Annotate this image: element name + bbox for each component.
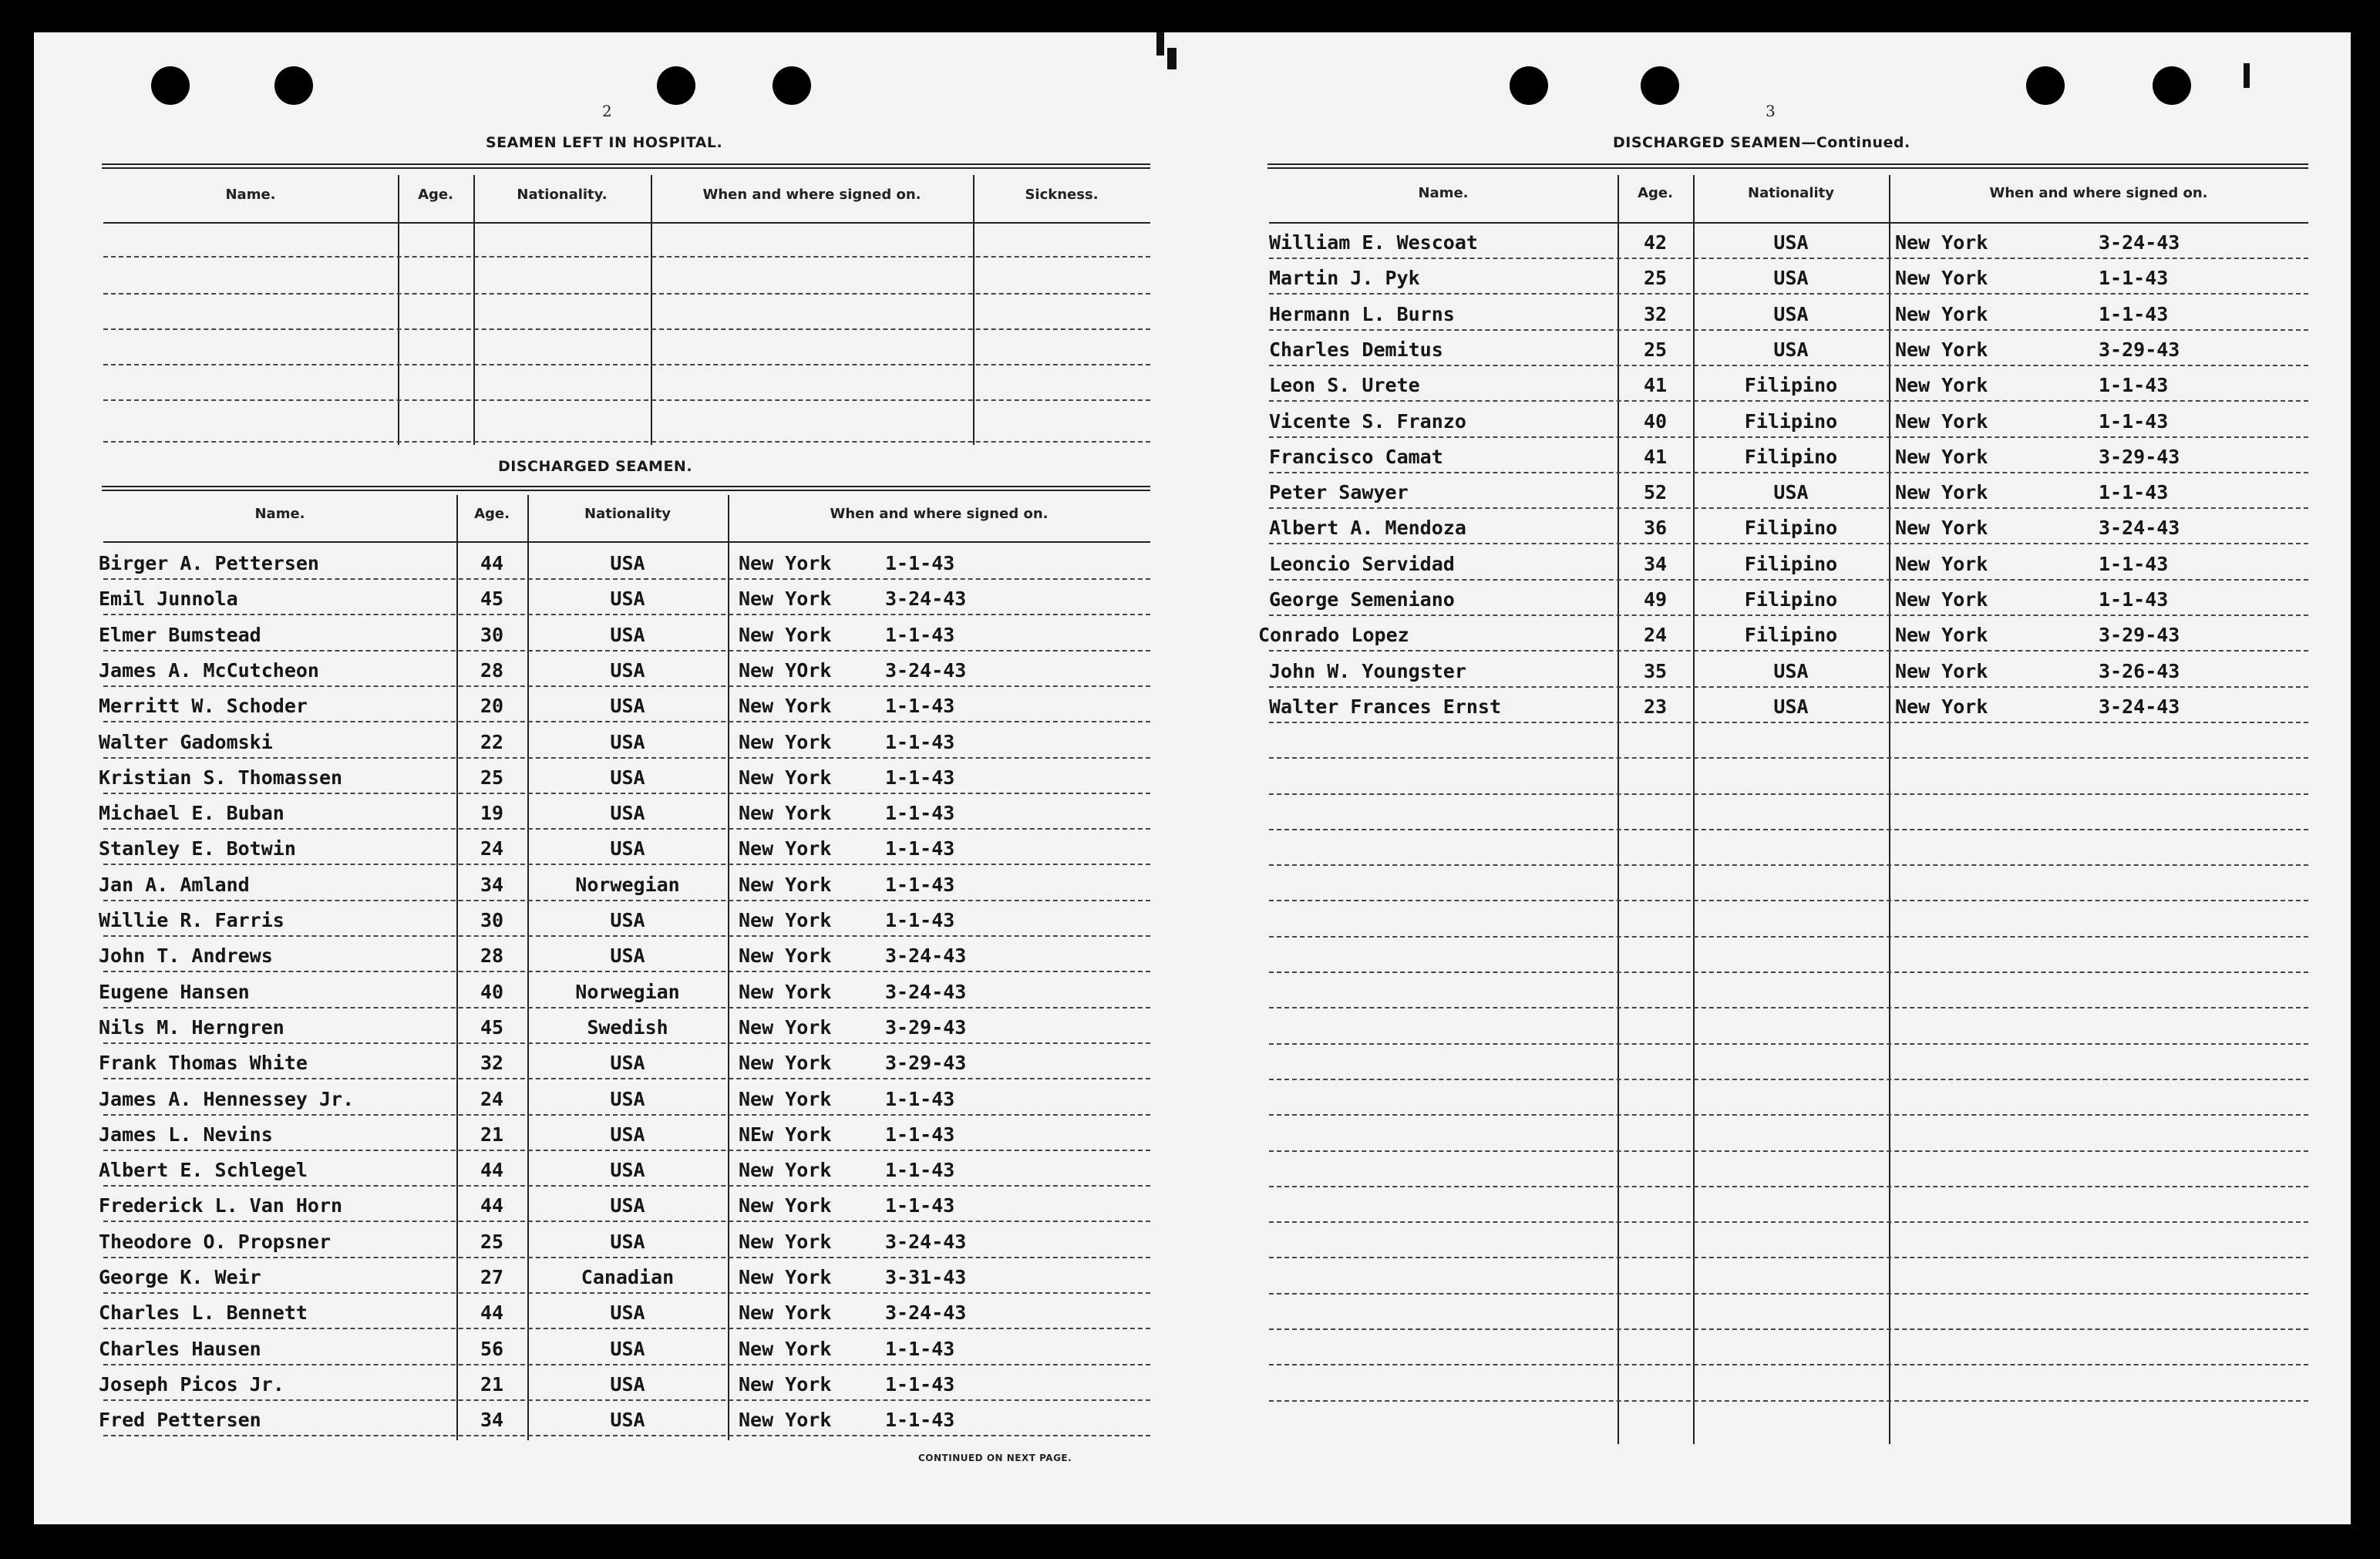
signed-on-place: New York xyxy=(739,1266,832,1288)
empty-row-line xyxy=(1269,1043,2308,1045)
signed-on-place: New York xyxy=(739,695,832,718)
signed-on-place: New York xyxy=(739,730,832,753)
hospital-rule xyxy=(102,163,1150,169)
seaman-name: Leoncio Servidad xyxy=(1269,552,1455,575)
seaman-nationality: USA xyxy=(1773,695,1809,718)
seaman-name: Birger A. Pettersen xyxy=(99,552,319,574)
scan-speck xyxy=(2244,63,2250,88)
document-sheet xyxy=(34,32,2351,1524)
row-line xyxy=(103,900,1150,901)
hospital-header-age: Age. xyxy=(418,187,453,203)
signed-on-date: 1-1-43 xyxy=(885,730,955,753)
seaman-name: Jan A. Amland xyxy=(99,873,250,896)
seaman-age: 21 xyxy=(480,1372,504,1396)
seaman-nationality: Filipino xyxy=(1744,374,1838,397)
row-line xyxy=(103,1150,1150,1151)
signed-on-date: 1-1-43 xyxy=(885,909,955,931)
signed-on-place: New York xyxy=(739,1052,832,1075)
row-line xyxy=(1269,400,2308,402)
seaman-age: 24 xyxy=(1643,624,1668,647)
empty-row-line xyxy=(1269,829,2308,830)
signed-on-date: 1-1-43 xyxy=(885,1123,955,1146)
seaman-age: 24 xyxy=(480,837,504,860)
signed-on-date: 1-1-43 xyxy=(885,1372,955,1396)
seaman-name: George Semeniano xyxy=(1269,588,1455,611)
seaman-age: 27 xyxy=(480,1266,504,1288)
seaman-name: Francisco Camat xyxy=(1269,445,1443,468)
signed-on-date: 1-1-43 xyxy=(885,802,955,825)
row-line xyxy=(103,757,1150,759)
hospital-header-signed-on: When and where signed on. xyxy=(702,187,921,203)
seaman-nationality: USA xyxy=(610,623,645,646)
signed-on-place: New YOrk xyxy=(739,658,832,682)
seaman-name: Vicente S. Franzo xyxy=(1269,409,1466,433)
seaman-age: 44 xyxy=(480,1194,504,1217)
empty-row-line xyxy=(1269,757,2308,759)
seaman-name: Eugene Hansen xyxy=(99,980,250,1003)
signed-on-place: New York xyxy=(1895,302,1988,325)
signed-on-place: New York xyxy=(739,1194,832,1217)
punch-hole xyxy=(274,66,313,105)
seaman-age: 30 xyxy=(480,909,504,931)
signed-on-place: New York xyxy=(739,944,832,968)
seaman-age: 45 xyxy=(480,1015,504,1039)
seaman-nationality: USA xyxy=(610,802,645,825)
seaman-age: 23 xyxy=(1643,695,1668,718)
signed-on-date: 3-24-43 xyxy=(885,658,967,682)
seaman-name: Martin J. Pyk xyxy=(1269,267,1420,290)
seaman-nationality: Filipino xyxy=(1744,588,1838,611)
signed-on-date: 1-1-43 xyxy=(885,623,955,646)
seaman-age: 49 xyxy=(1643,588,1668,611)
seaman-nationality: USA xyxy=(610,730,645,753)
seaman-name: Charles L. Bennett xyxy=(99,1301,308,1325)
seaman-name: Nils M. Herngren xyxy=(99,1015,284,1039)
signed-on-date: 1-1-43 xyxy=(2099,552,2169,575)
seaman-name: Frederick L. Van Horn xyxy=(99,1194,343,1217)
signed-on-date: 3-26-43 xyxy=(2099,659,2180,682)
discharged-continued-title: DISCHARGED SEAMEN—Continued. xyxy=(1613,134,1910,151)
discharged-header-name: Name. xyxy=(254,506,305,522)
seaman-name: Albert E. Schlegel xyxy=(99,1159,308,1182)
punch-hole xyxy=(2026,66,2065,105)
hospital-header-nationality: Nationality. xyxy=(517,187,608,203)
signed-on-date: 3-24-43 xyxy=(885,588,967,611)
empty-row-line xyxy=(1269,1114,2308,1116)
signed-on-date: 3-29-43 xyxy=(885,1015,967,1039)
signed-on-place: New York xyxy=(739,1409,832,1432)
signed-on-date: 3-31-43 xyxy=(885,1266,967,1288)
signed-on-place: New York xyxy=(739,802,832,825)
discharged-section-title: DISCHARGED SEAMEN. xyxy=(498,458,693,475)
signed-on-date: 3-29-43 xyxy=(2099,338,2180,361)
signed-on-date: 3-29-43 xyxy=(885,1052,967,1075)
seaman-age: 41 xyxy=(1643,374,1668,397)
signed-on-place: New York xyxy=(1895,374,1988,397)
row-line xyxy=(103,1221,1150,1222)
seaman-name: Walter Gadomski xyxy=(99,730,273,753)
signed-on-place: New York xyxy=(1895,624,1988,647)
signed-on-date: 3-24-43 xyxy=(2099,517,2180,540)
seaman-age: 32 xyxy=(1643,302,1668,325)
seaman-name: John T. Andrews xyxy=(99,944,273,968)
seaman-age: 34 xyxy=(480,1409,504,1432)
seaman-age: 21 xyxy=(480,1123,504,1146)
seaman-name: Hermann L. Burns xyxy=(1269,302,1455,325)
signed-on-place: New York xyxy=(1895,267,1988,290)
seaman-age: 35 xyxy=(1643,659,1668,682)
row-line xyxy=(1269,293,2308,295)
seaman-nationality: USA xyxy=(610,1087,645,1110)
signed-on-date: 1-1-43 xyxy=(2099,588,2169,611)
signed-on-date: 1-1-43 xyxy=(885,1337,955,1360)
row-line xyxy=(103,828,1150,830)
signed-on-place: New York xyxy=(739,980,832,1003)
seaman-age: 44 xyxy=(480,552,504,574)
seaman-nationality: USA xyxy=(610,1230,645,1253)
hospital-header-sickness: Sickness. xyxy=(1025,187,1099,203)
signed-on-date: 1-1-43 xyxy=(2099,302,2169,325)
seaman-nationality: Swedish xyxy=(587,1015,668,1039)
empty-row-line xyxy=(1269,793,2308,795)
row-line xyxy=(103,1399,1150,1401)
signed-on-place: New York xyxy=(739,1159,832,1182)
empty-row-line xyxy=(1269,1186,2308,1187)
row-line xyxy=(103,1007,1150,1008)
seaman-nationality: USA xyxy=(1773,267,1809,290)
seaman-nationality: USA xyxy=(610,944,645,968)
seaman-age: 56 xyxy=(480,1337,504,1360)
row-line xyxy=(1269,650,2308,652)
seaman-age: 22 xyxy=(480,730,504,753)
seaman-age: 25 xyxy=(480,766,504,789)
discharged-rule xyxy=(102,486,1150,491)
seaman-nationality: USA xyxy=(610,837,645,860)
row-line xyxy=(103,1328,1150,1329)
row-line xyxy=(1269,615,2308,616)
seaman-age: 44 xyxy=(480,1159,504,1182)
signed-on-place: New York xyxy=(1895,552,1988,575)
scan-speck xyxy=(1156,32,1164,56)
signed-on-place: New York xyxy=(739,1087,832,1110)
signed-on-place: New York xyxy=(1895,231,1988,254)
punch-hole xyxy=(2153,66,2191,105)
signed-on-place: New York xyxy=(1895,481,1988,504)
seaman-nationality: Filipino xyxy=(1744,517,1838,540)
right-header-nationality: Nationality xyxy=(1748,185,1834,201)
signed-on-place: New York xyxy=(1895,409,1988,433)
signed-on-place: New York xyxy=(739,1230,832,1253)
empty-row-line xyxy=(1269,1364,2308,1365)
row-line xyxy=(103,793,1150,794)
seaman-nationality: Norwegian xyxy=(575,980,680,1003)
seaman-name: William E. Wescoat xyxy=(1269,231,1478,254)
right-header-name: Name. xyxy=(1418,185,1469,201)
seaman-nationality: Filipino xyxy=(1744,445,1838,468)
seaman-nationality: Norwegian xyxy=(575,873,680,896)
signed-on-place: New York xyxy=(739,588,832,611)
signed-on-date: 1-1-43 xyxy=(2099,267,2169,290)
seaman-age: 25 xyxy=(1643,338,1668,361)
signed-on-date: 1-1-43 xyxy=(885,1159,955,1182)
signed-on-date: 3-29-43 xyxy=(2099,445,2180,468)
right-header-age: Age. xyxy=(1638,185,1673,201)
signed-on-place: New York xyxy=(739,1337,832,1360)
signed-on-date: 3-24-43 xyxy=(885,1230,967,1253)
signed-on-date: 1-1-43 xyxy=(885,695,955,718)
empty-row-line xyxy=(1269,1150,2308,1152)
row-line xyxy=(1269,722,2308,723)
row-line xyxy=(1269,258,2308,259)
signed-on-place: New York xyxy=(1895,517,1988,540)
signed-on-date: 1-1-43 xyxy=(2099,481,2169,504)
seaman-nationality: Canadian xyxy=(581,1266,675,1288)
row-line xyxy=(1269,543,2308,544)
signed-on-place: New York xyxy=(739,623,832,646)
seaman-age: 45 xyxy=(480,588,504,611)
seaman-age: 36 xyxy=(1643,517,1668,540)
seaman-nationality: Filipino xyxy=(1744,552,1838,575)
continued-note: CONTINUED ON NEXT PAGE. xyxy=(918,1453,1072,1463)
signed-on-place: New York xyxy=(739,766,832,789)
empty-row-line xyxy=(1269,864,2308,866)
signed-on-place: New York xyxy=(739,1015,832,1039)
scan-speck xyxy=(1167,48,1177,69)
punch-hole xyxy=(657,66,695,105)
discharged-header-signed-on: When and where signed on. xyxy=(830,506,1049,522)
seaman-nationality: USA xyxy=(610,1372,645,1396)
signed-on-place: New York xyxy=(739,1372,832,1396)
seaman-nationality: Filipino xyxy=(1744,624,1838,647)
seaman-age: 34 xyxy=(1643,552,1668,575)
row-line xyxy=(103,685,1150,687)
seaman-age: 44 xyxy=(480,1301,504,1325)
seaman-nationality: USA xyxy=(610,695,645,718)
page-number-right: 3 xyxy=(1766,102,1776,120)
seaman-name: Stanley E. Botwin xyxy=(99,837,296,860)
seaman-age: 32 xyxy=(480,1052,504,1075)
seaman-nationality: USA xyxy=(610,1194,645,1217)
seaman-age: 24 xyxy=(480,1087,504,1110)
seaman-age: 28 xyxy=(480,658,504,682)
signed-on-date: 3-24-43 xyxy=(2099,695,2180,718)
seaman-name: Walter Frances Ernst xyxy=(1269,695,1502,718)
punch-hole xyxy=(1641,66,1679,105)
empty-row-line xyxy=(1269,936,2308,938)
punch-hole xyxy=(773,66,811,105)
seaman-name: Albert A. Mendoza xyxy=(1269,517,1466,540)
seaman-age: 42 xyxy=(1643,231,1668,254)
row-line xyxy=(1269,436,2308,438)
seaman-name: Charles Hausen xyxy=(99,1337,261,1360)
row-line xyxy=(1269,329,2308,331)
seaman-nationality: USA xyxy=(610,1301,645,1325)
seaman-nationality: USA xyxy=(1773,231,1809,254)
seaman-nationality: USA xyxy=(610,1123,645,1146)
seaman-name: Frank Thomas White xyxy=(99,1052,308,1075)
seaman-name: Michael E. Buban xyxy=(99,802,284,825)
signed-on-date: 3-29-43 xyxy=(2099,624,2180,647)
row-line xyxy=(103,1257,1150,1258)
seaman-name: Merritt W. Schoder xyxy=(99,695,308,718)
signed-on-place: New York xyxy=(739,552,832,574)
row-line xyxy=(1269,686,2308,688)
signed-on-place: New York xyxy=(739,873,832,896)
empty-row-line xyxy=(1269,1007,2308,1008)
signed-on-date: 1-1-43 xyxy=(885,1194,955,1217)
seaman-age: 41 xyxy=(1643,445,1668,468)
seaman-nationality: USA xyxy=(610,909,645,931)
signed-on-place: New York xyxy=(1895,695,1988,718)
seaman-name: James A. Hennessey Jr. xyxy=(99,1087,355,1110)
seaman-nationality: USA xyxy=(1773,659,1809,682)
signed-on-place: NEw York xyxy=(739,1123,832,1146)
seaman-name: George K. Weir xyxy=(99,1266,261,1288)
row-line xyxy=(103,721,1150,722)
row-line xyxy=(103,1364,1150,1365)
empty-row-line xyxy=(1269,971,2308,973)
discharged-header-age: Age. xyxy=(474,506,510,522)
seaman-name: Emil Junnola xyxy=(99,588,238,611)
seaman-age: 40 xyxy=(480,980,504,1003)
empty-row-line xyxy=(1269,1221,2308,1223)
seaman-nationality: Filipino xyxy=(1744,409,1838,433)
row-line xyxy=(1269,579,2308,581)
seaman-name: Willie R. Farris xyxy=(99,909,284,931)
seaman-nationality: USA xyxy=(1773,302,1809,325)
signed-on-date: 1-1-43 xyxy=(885,552,955,574)
signed-on-date: 3-24-43 xyxy=(2099,231,2180,254)
row-line xyxy=(1269,472,2308,473)
row-line xyxy=(103,1292,1150,1294)
seaman-nationality: USA xyxy=(610,1337,645,1360)
seaman-name: Joseph Picos Jr. xyxy=(99,1372,284,1396)
seaman-nationality: USA xyxy=(610,658,645,682)
row-line xyxy=(103,1114,1150,1116)
seaman-nationality: USA xyxy=(610,1159,645,1182)
row-line xyxy=(103,578,1150,580)
row-line xyxy=(103,864,1150,865)
signed-on-place: New York xyxy=(739,1301,832,1325)
row-line xyxy=(103,1078,1150,1079)
empty-row-line xyxy=(1269,1257,2308,1258)
seaman-name: John W. Youngster xyxy=(1269,659,1466,682)
row-line xyxy=(1269,507,2308,509)
seaman-nationality: USA xyxy=(1773,481,1809,504)
seaman-age: 25 xyxy=(480,1230,504,1253)
seaman-name: Fred Pettersen xyxy=(99,1409,261,1432)
signed-on-date: 3-24-43 xyxy=(885,944,967,968)
signed-on-date: 1-1-43 xyxy=(885,1087,955,1110)
signed-on-place: New York xyxy=(1895,338,1988,361)
seaman-age: 28 xyxy=(480,944,504,968)
seaman-name: James L. Nevins xyxy=(99,1123,273,1146)
signed-on-place: New York xyxy=(1895,445,1988,468)
seaman-name: Elmer Bumstead xyxy=(99,623,261,646)
signed-on-place: New York xyxy=(1895,659,1988,682)
signed-on-date: 3-24-43 xyxy=(885,1301,967,1325)
empty-row-line xyxy=(1269,1400,2308,1402)
empty-row-line xyxy=(1269,1293,2308,1295)
row-line xyxy=(103,1185,1150,1187)
seaman-age: 30 xyxy=(480,623,504,646)
seaman-nationality: USA xyxy=(610,1409,645,1432)
row-line xyxy=(103,935,1150,937)
hospital-header-name: Name. xyxy=(225,187,276,203)
empty-row-line xyxy=(1269,1328,2308,1330)
seaman-nationality: USA xyxy=(610,588,645,611)
seaman-nationality: USA xyxy=(610,1052,645,1075)
seaman-age: 20 xyxy=(480,695,504,718)
right-header-signed-on: When and where signed on. xyxy=(1989,185,2208,201)
empty-row-line xyxy=(1269,1079,2308,1080)
punch-hole xyxy=(1510,66,1548,105)
seaman-name: Peter Sawyer xyxy=(1269,481,1409,504)
signed-on-place: New York xyxy=(739,909,832,931)
row-line xyxy=(103,650,1150,652)
page-number-left: 2 xyxy=(602,102,612,120)
seaman-age: 40 xyxy=(1643,409,1668,433)
signed-on-place: New York xyxy=(739,837,832,860)
seaman-age: 19 xyxy=(480,802,504,825)
empty-row-line xyxy=(1269,900,2308,901)
signed-on-date: 1-1-43 xyxy=(2099,409,2169,433)
row-line xyxy=(103,614,1150,615)
seaman-name: Charles Demitus xyxy=(1269,338,1443,361)
signed-on-date: 1-1-43 xyxy=(885,873,955,896)
seaman-name: Theodore O. Propsner xyxy=(99,1230,332,1253)
seaman-age: 52 xyxy=(1643,481,1668,504)
signed-on-date: 1-1-43 xyxy=(885,837,955,860)
row-line xyxy=(103,1435,1150,1436)
right-rule xyxy=(1267,163,2308,169)
signed-on-date: 1-1-43 xyxy=(2099,374,2169,397)
seaman-name: Conrado Lopez xyxy=(1258,624,1409,647)
signed-on-place: New York xyxy=(1895,588,1988,611)
seaman-nationality: USA xyxy=(610,766,645,789)
seaman-age: 25 xyxy=(1643,267,1668,290)
seaman-name: Kristian S. Thomassen xyxy=(99,766,343,789)
row-line xyxy=(103,971,1150,972)
signed-on-date: 1-1-43 xyxy=(885,1409,955,1432)
seaman-nationality: USA xyxy=(1773,338,1809,361)
signed-on-date: 3-24-43 xyxy=(885,980,967,1003)
row-line xyxy=(103,1042,1150,1044)
discharged-header-nationality: Nationality xyxy=(584,506,671,522)
signed-on-date: 1-1-43 xyxy=(885,766,955,789)
seaman-nationality: USA xyxy=(610,552,645,574)
punch-hole xyxy=(151,66,190,105)
seaman-name: James A. McCutcheon xyxy=(99,658,319,682)
seaman-name: Leon S. Urete xyxy=(1269,374,1420,397)
row-line xyxy=(1269,365,2308,366)
hospital-section-title: SEAMEN LEFT IN HOSPITAL. xyxy=(486,134,723,151)
seaman-age: 34 xyxy=(480,873,504,896)
